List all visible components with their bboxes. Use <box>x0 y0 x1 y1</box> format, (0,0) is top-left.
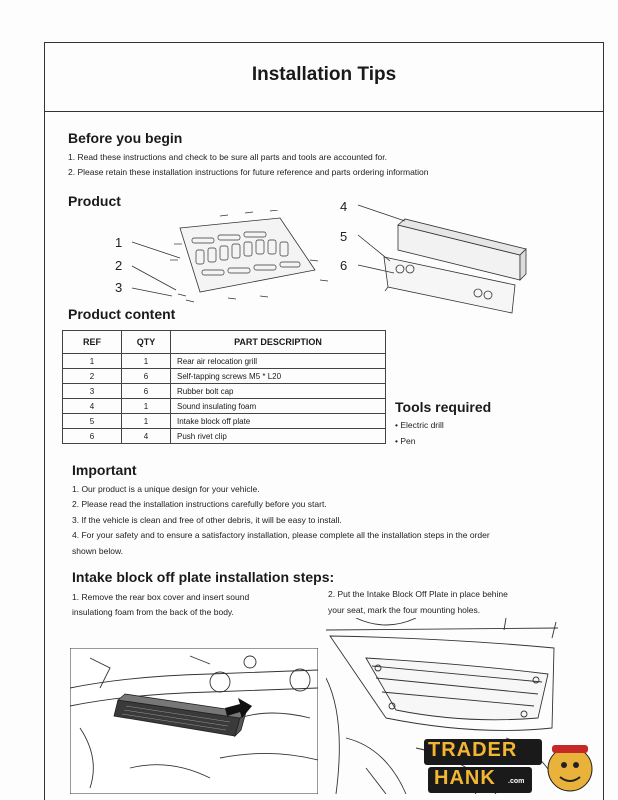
table-row <box>63 414 386 429</box>
desc-cell: Intake block off plate <box>171 414 386 429</box>
table-row <box>63 354 386 369</box>
important-heading: Important <box>72 462 137 478</box>
qty-cell: 1 <box>122 414 171 429</box>
important-line-3: 3. If the vehicle is clean and free of other debris, it will be easy to install. <box>72 515 342 525</box>
title-bar <box>44 42 604 112</box>
step2-line-2: your seat, mark the four mounting holes. <box>328 605 481 615</box>
ref-cell: 4 <box>63 399 122 414</box>
ref-cell: 5 <box>63 414 122 429</box>
callout-5: 5 <box>340 229 348 244</box>
step1-illustration <box>70 648 318 794</box>
callout-6: 6 <box>340 258 348 273</box>
table-header-row <box>63 331 386 354</box>
logo-line-2: HANK <box>434 767 496 789</box>
callout-1: 1 <box>115 235 123 250</box>
parts-table <box>62 330 386 444</box>
table-row <box>63 369 386 384</box>
ref-cell: 6 <box>63 429 122 444</box>
page-title: Installation Tips <box>251 64 397 85</box>
ref-cell: 3 <box>63 384 122 399</box>
qty-cell: 6 <box>122 384 171 399</box>
product-heading: Product <box>68 193 121 209</box>
step2-line-1: 2. Put the Intake Block Off Plate in place behine <box>328 589 508 599</box>
desc-cell: Self-tapping screws M5 * L20 <box>171 369 386 384</box>
important-line-2: 2. Please read the installation instructions carefully before you start. <box>72 499 327 509</box>
callout-3: 3 <box>115 280 123 295</box>
desc-cell: Sound insulating foam <box>171 399 386 414</box>
logo-line-1: TRADER <box>428 739 518 761</box>
step1-line-1: 1. Remove the rear box cover and insert sound <box>72 592 250 602</box>
important-line-1: 1. Our product is a unique design for your vehicle. <box>72 484 260 494</box>
before-line-1: 1. Read these instructions and check to be sure all parts and tools are accounted for. <box>68 152 387 162</box>
foam-plate-illustration <box>350 195 530 325</box>
table-row <box>63 429 386 444</box>
tool-item: • Electric drill <box>395 420 444 430</box>
qty-cell: 4 <box>122 429 171 444</box>
desc-cell: Push rivet clip <box>171 429 386 444</box>
important-line-5: shown below. <box>72 546 124 556</box>
step1-line-2: insulationg foam from the back of the body. <box>72 607 234 617</box>
col-qty: QTY <box>122 331 171 354</box>
important-line-4: 4. For your safety and to ensure a satisfactory installation, please complete all the installation steps in the order <box>72 530 490 540</box>
qty-cell: 1 <box>122 399 171 414</box>
before-heading: Before you begin <box>68 130 183 146</box>
tool-item: • Pen <box>395 436 416 446</box>
callout-4: 4 <box>340 199 348 214</box>
ref-cell: 1 <box>63 354 122 369</box>
col-ref: REF <box>63 331 122 354</box>
grill-illustration <box>110 210 340 310</box>
table-row <box>63 399 386 414</box>
col-desc: PART DESCRIPTION <box>171 331 386 354</box>
callout-2: 2 <box>115 258 123 273</box>
content-heading: Product content <box>68 306 176 322</box>
desc-cell: Rear air relocation grill <box>171 354 386 369</box>
logo-suffix: .com <box>508 778 525 785</box>
qty-cell: 1 <box>122 354 171 369</box>
before-line-2: 2. Please retain these installation instructions for future reference and parts ordering information <box>68 167 429 177</box>
desc-cell: Rubber bolt cap <box>171 384 386 399</box>
steps-heading: Intake block off plate installation steps: <box>72 569 335 585</box>
qty-cell: 6 <box>122 369 171 384</box>
tools-heading: Tools required <box>395 399 492 415</box>
table-row <box>63 384 386 399</box>
ref-cell: 2 <box>63 369 122 384</box>
